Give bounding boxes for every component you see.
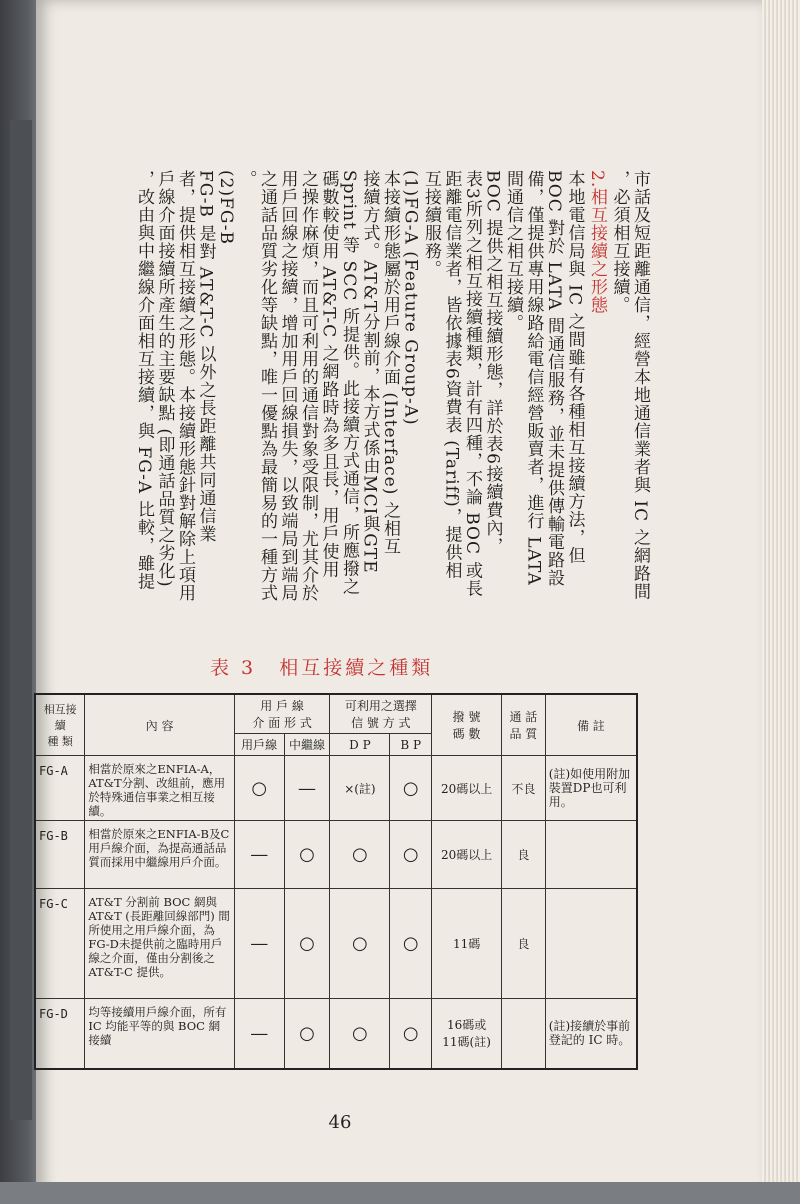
text-line: ，改由與中繼線介面相互接續，與 FG-A 比較，雖提 bbox=[134, 170, 154, 591]
row-remark: (註)接續於事前登記的 IC 時。 bbox=[545, 999, 637, 1069]
row-content: 均等接續用戶線介面，所有 IC 均能平等的與 BOC 網接續 bbox=[85, 999, 234, 1069]
text-line: 之操作麻煩，而且可利用的通信對象受限制，尤其介於 bbox=[298, 170, 318, 602]
page-edges bbox=[762, 0, 800, 1204]
row-dp: ○ bbox=[330, 999, 390, 1069]
table-surface bbox=[0, 1182, 800, 1204]
row-dp: ×(註) bbox=[330, 756, 390, 821]
vertical-body-text bbox=[130, 170, 650, 640]
header-interface: 用 戶 線 介 面 形 式 bbox=[234, 694, 330, 734]
row-digits: 11碼 bbox=[432, 889, 502, 999]
row-trunk: — bbox=[284, 756, 330, 821]
row-bp: ○ bbox=[390, 889, 432, 999]
text-line: FG-B 是對 AT&T-C 以外之長距離共同通信業 bbox=[195, 170, 216, 543]
page-number: 46 bbox=[328, 1112, 352, 1133]
table-caption-number: 表 3 bbox=[210, 657, 257, 679]
header-remark: 備 註 bbox=[545, 694, 637, 756]
row-content: AT&T 分割前 BOC 網與 AT&T (長距離回線部門) 間所使用之用戶線介面，為FG-D未提供前之臨時用戶線之介面，僅由分割後之AT&T-C 提供。 bbox=[85, 889, 234, 999]
header-trunk-line: 中繼線 bbox=[284, 734, 330, 756]
header-bp: B P bbox=[390, 734, 432, 756]
text-line: 距離電信業者，皆依據表6資費表 (Tariff)，提供相 bbox=[441, 170, 462, 580]
text-line: BOC 提供之相互接續形態，詳於表6接續費內， bbox=[482, 170, 503, 555]
text-line: 戶線介面接續所產生的主要缺點 (即通話品質之劣化) bbox=[154, 170, 175, 588]
text-line: 備，僅提供專用線路給電信經營販賣者，進行 LATA bbox=[523, 170, 544, 586]
row-type: FG-B bbox=[35, 821, 85, 889]
subsection-title: (1)FG-A (Feature Group-A) bbox=[400, 170, 421, 426]
table-row bbox=[35, 756, 637, 821]
interconnection-table bbox=[34, 693, 638, 1070]
header-user-line: 用戶線 bbox=[234, 734, 284, 756]
row-quality bbox=[501, 999, 545, 1069]
row-digits: 20碼以上 bbox=[432, 756, 502, 821]
row-dp: ○ bbox=[330, 821, 390, 889]
text-line: 間通信之相互接續。 bbox=[503, 170, 523, 332]
table-row bbox=[35, 821, 637, 889]
row-bp: ○ bbox=[390, 999, 432, 1069]
table-caption-title: 相互接續之種類 bbox=[279, 657, 434, 679]
text-line: 之通話品質劣化等缺點，唯一優點為最簡易的一種方式 bbox=[257, 170, 277, 602]
row-content: 相當於原來之ENFIA-A，AT&T分割、改組前，應用於特殊通信事業之相互接續。 bbox=[85, 756, 234, 821]
table-caption bbox=[210, 653, 510, 683]
text-line: BOC 對於 LATA 間通信服務，並未提供傳輸電路設 bbox=[544, 170, 564, 588]
text-line: 碼數較使用 AT&T-C 之網路時為多且長，用戶使用 bbox=[318, 170, 339, 579]
row-user: ○ bbox=[234, 756, 284, 821]
row-digits: 20碼以上 bbox=[432, 821, 502, 889]
text-line: 者，提供相互接續之形態。本接續形態針對解除上項用 bbox=[175, 170, 195, 602]
table-row bbox=[35, 889, 637, 999]
row-quality: 良 bbox=[501, 821, 545, 889]
row-trunk: ○ bbox=[284, 821, 330, 889]
row-dp: ○ bbox=[330, 889, 390, 999]
row-quality: 良 bbox=[501, 889, 545, 999]
table-row bbox=[35, 999, 637, 1069]
header-signal: 可利用之選擇 信 號 方 式 bbox=[330, 694, 432, 734]
header-content: 內 容 bbox=[85, 694, 234, 756]
text-line: 市話及短距離通信，經營本地通信業者與 IC 之網路間 bbox=[630, 170, 650, 601]
row-remark: (註)如使用附加裝置DP也可利用。 bbox=[545, 756, 637, 821]
row-user: — bbox=[234, 999, 284, 1069]
text-line: Sprint 等 SCC 所提供。此接續方式通信，所應撥之 bbox=[339, 170, 359, 596]
row-quality: 不良 bbox=[501, 756, 545, 821]
text-line: 互接續服務。 bbox=[421, 170, 441, 278]
row-remark bbox=[545, 821, 637, 889]
subsection-title: (2)FG-B bbox=[216, 170, 236, 246]
row-type: FG-D bbox=[35, 999, 85, 1069]
row-user: — bbox=[234, 821, 284, 889]
text-line: 接續方式。AT&T分割前，本方式係由MCI與GTE bbox=[359, 170, 380, 574]
section-heading: 2.相互接續之形態 bbox=[587, 170, 607, 315]
book-spine bbox=[10, 120, 32, 1120]
row-type: FG-A bbox=[35, 756, 85, 821]
text-line: 本接續形態屬於用戶線介面 (Interface) 之相互 bbox=[380, 170, 400, 556]
text-line: 用戶回線之接續，增加用戶回線損失，以致端局到端局 bbox=[277, 170, 298, 602]
text-line: 本地電信局與 IC 之間雖有各種相互接續方法，但 bbox=[564, 170, 585, 565]
text-line: 。 bbox=[236, 170, 257, 188]
header-type: 相互接續 種 類 bbox=[35, 694, 85, 756]
row-trunk: ○ bbox=[284, 999, 330, 1069]
header-quality: 通 話 品 質 bbox=[501, 694, 545, 756]
header-dial-digits: 撥 號 碼 數 bbox=[432, 694, 502, 756]
row-digits: 16碼或 11碼(註) bbox=[432, 999, 502, 1069]
row-user: — bbox=[234, 889, 284, 999]
row-bp: ○ bbox=[390, 821, 432, 889]
text-line: 表3所列之相互接續種類，計有四種，不論 BOC 或長 bbox=[462, 170, 482, 598]
text-line: ，必須相互接續。 bbox=[609, 170, 630, 314]
row-remark bbox=[545, 889, 637, 999]
row-type: FG-C bbox=[35, 889, 85, 999]
row-bp: ○ bbox=[390, 756, 432, 821]
row-trunk: ○ bbox=[284, 889, 330, 999]
row-content: 相當於原來之ENFIA-B及C用戶線介面，為提高通話品質而採用中繼線用戶介面。 bbox=[85, 821, 234, 889]
header-dp: D P bbox=[330, 734, 390, 756]
